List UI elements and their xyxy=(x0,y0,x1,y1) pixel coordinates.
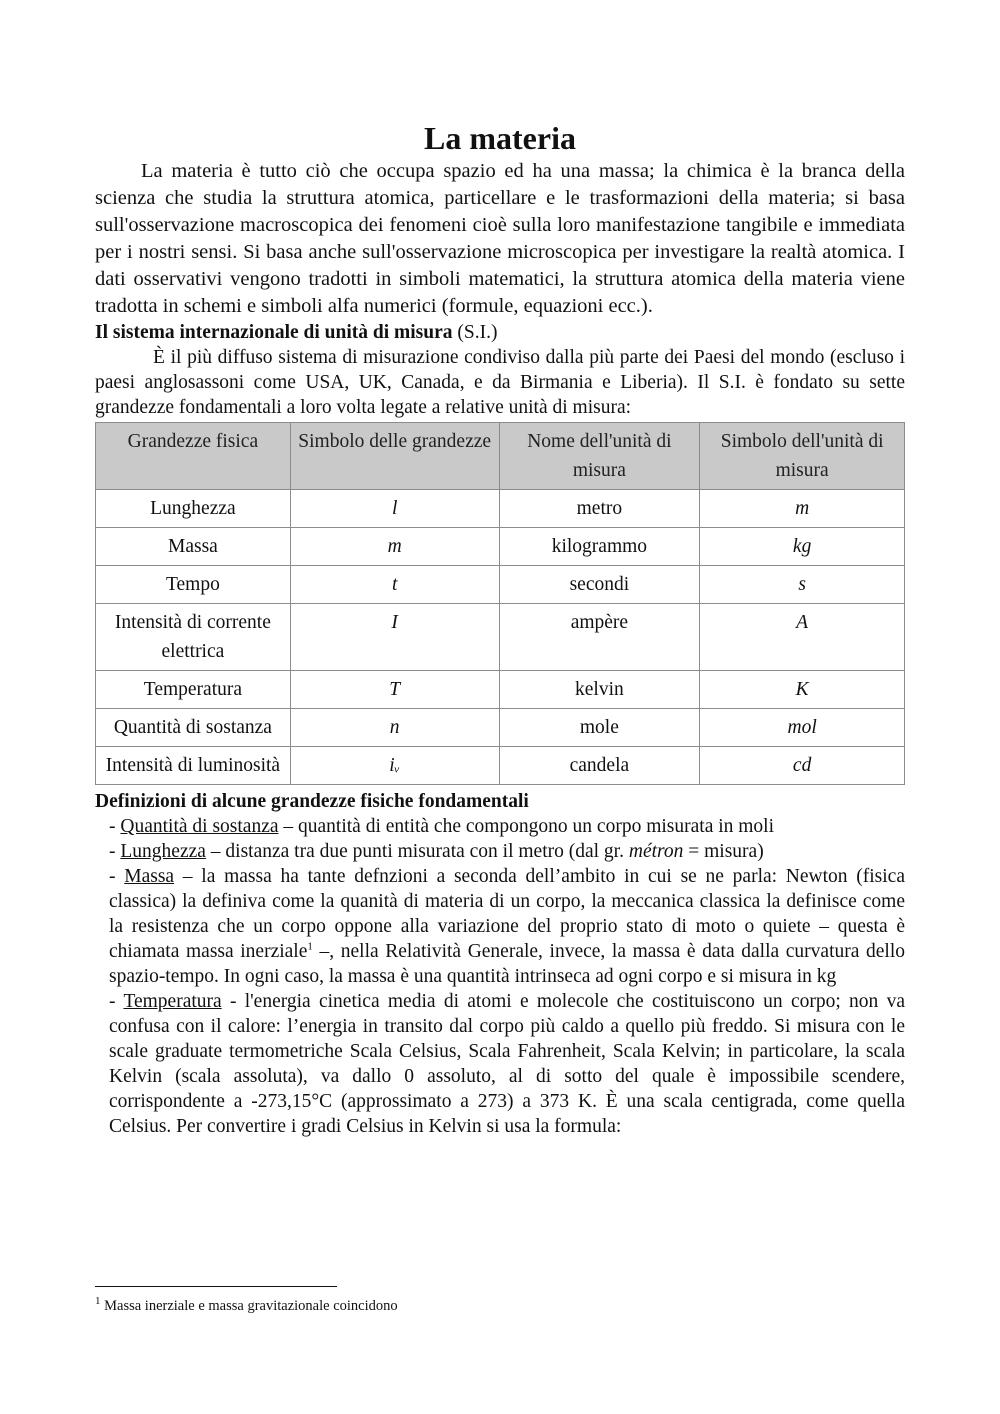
table-cell-symbol: I xyxy=(290,604,499,671)
table-cell-unit-symbol: K xyxy=(700,671,905,709)
definition-term: Lunghezza xyxy=(120,841,206,862)
page-title: La materia xyxy=(424,120,576,156)
footnote-text: Massa inerziale e massa gravitazionale coincidono xyxy=(100,1298,398,1314)
page-content xyxy=(95,118,905,1139)
table-header-cell: Simbolo dell'unità di misura xyxy=(700,423,905,490)
definition-term: Massa xyxy=(124,866,175,887)
footnote-reference: 1 xyxy=(307,940,313,953)
definition-text: – la massa ha tante defnzioni a seconda dell’ambito in cui se ne parla: Newton (fisica classica) la definiva come la quanità di materia di un corpo, la meccanica classica la definisce come la resistenza che un corpo oppone alla variazione del proprio stato di moto o quiete – questa è chiamata massa inerziale xyxy=(109,866,905,962)
table-header-cell: Simbolo delle grandezze xyxy=(290,423,499,490)
table-cell-unit-symbol: mol xyxy=(700,709,905,747)
definition-term: Quantità di sostanza xyxy=(120,816,279,837)
definition-prefix: - xyxy=(109,866,125,887)
si-paragraph: È il più diffuso sistema di misurazione condiviso dalla più parte dei Paesi del mondo (escluso i paesi anglosassoni come USA, UK, Canada, e da Birmania e Liberia). Il S.I. è fondato su sette grandezze fondamentali a loro volta legate a relative unità di misura: xyxy=(95,347,905,418)
table-row xyxy=(96,566,905,604)
table-cell-symbol: T xyxy=(290,671,499,709)
definition-text: – distanza tra due punti misurata con il metro (dal gr. xyxy=(205,841,629,862)
table-cell-symbol: l xyxy=(290,490,499,528)
table-cell-quantity: Quantità di sostanza xyxy=(96,709,291,747)
footnote-divider xyxy=(95,1286,337,1287)
table-cell-unit: mole xyxy=(499,709,700,747)
definition-item-lunghezza xyxy=(95,839,905,864)
footnote xyxy=(95,1297,398,1315)
definition-prefix: - xyxy=(109,841,121,862)
si-heading-suffix: (S.I.) xyxy=(452,322,498,343)
table-cell-unit: kelvin xyxy=(499,671,700,709)
definition-text-after: –, nella Relatività Generale, invece, la massa è data dalla curvatura dello spazio-tempo. In ogni caso, la massa è una quantità intrinseca ad ogni corpo e si misura in kg xyxy=(109,941,905,987)
definition-item-quantita xyxy=(95,814,905,839)
table-cell-quantity: Temperatura xyxy=(96,671,291,709)
definition-prefix: - xyxy=(109,991,124,1012)
table-cell-quantity: Massa xyxy=(96,528,291,566)
si-section-heading xyxy=(95,320,905,345)
table-header-row xyxy=(96,423,905,490)
intro-paragraph: La materia è tutto ciò che occupa spazio ed ha una massa; la chimica è la branca della scienza che studia la struttura atomica, particellare e le trasformazioni della materia; si basa sull'osservazione macroscopica dei fenomeni cioè sulla loro manifestazione tangibile e immediata per i nostri sensi. Si basa anche sull'osservazione microscopica per investigare la realtà atomica. I dati osservativi vengono tradotti in simboli matematici, la struttura atomica della materia viene tradotta in schemi e simboli alfa numerici (formule, equazioni ecc.). xyxy=(95,160,905,317)
table-cell-unit-symbol: cd xyxy=(700,747,905,785)
table-row xyxy=(96,671,905,709)
si-units-table xyxy=(95,422,905,785)
table-cell-unit-symbol: A xyxy=(700,604,905,671)
table-cell-quantity: Intensità di luminosità xyxy=(96,747,291,785)
table-cell-symbol: m xyxy=(290,528,499,566)
table-cell-unit: metro xyxy=(499,490,700,528)
table-cell-unit-symbol: kg xyxy=(700,528,905,566)
definition-prefix: - xyxy=(109,816,121,837)
table-cell-unit: secondi xyxy=(499,566,700,604)
table-header-cell: Nome dell'unità di misura xyxy=(499,423,700,490)
table-cell-unit: kilogrammo xyxy=(499,528,700,566)
table-cell-unit-symbol: s xyxy=(700,566,905,604)
table-cell-quantity: Tempo xyxy=(96,566,291,604)
definition-item-temperatura xyxy=(95,989,905,1139)
definition-text: - l'energia cinetica media di atomi e molecole che costituiscono un corpo; non va confusa con il calore: l’energia in transito dal corpo più caldo a quello più freddo. Si misura con le scale graduate termometriche Scala Celsius, Scala Fahrenheit, Scala Kelvin; in particolare, la scala Kelvin (scala assoluta), va dallo 0 assoluto, al di sotto del quale è impossibile scendere, corrispondente a -273,15°C (approssimato a 273) a 373 K. È una scala centigrada, come quella Celsius. Per convertire i gradi Celsius in Kelvin si usa la formula: xyxy=(109,991,905,1137)
definition-item-massa xyxy=(95,864,905,989)
footnote-marker: 1 xyxy=(95,1295,101,1308)
definitions-heading: Definizioni di alcune grandezze fisiche fondamentali xyxy=(95,791,529,812)
definition-text-after: = misura) xyxy=(683,841,764,862)
table-cell-unit: ampère xyxy=(499,604,700,671)
table-cell-quantity: Lunghezza xyxy=(96,490,291,528)
table-row xyxy=(96,747,905,785)
table-cell-unit: candela xyxy=(499,747,700,785)
table-header-cell: Grandezze fisica xyxy=(96,423,291,490)
table-cell-symbol: n xyxy=(290,709,499,747)
table-row xyxy=(96,604,905,671)
table-cell-symbol: iᵥ xyxy=(290,747,499,785)
table-cell-quantity: Intensità di corrente elettrica xyxy=(96,604,291,671)
table-cell-unit-symbol: m xyxy=(700,490,905,528)
table-cell-symbol: t xyxy=(290,566,499,604)
definition-italic-word: métron xyxy=(628,841,684,862)
definition-term: Temperatura xyxy=(123,991,222,1012)
table-row xyxy=(96,528,905,566)
table-row xyxy=(96,709,905,747)
si-heading-bold: Il sistema internazionale di unità di misura xyxy=(95,322,453,343)
definition-text: – quantità di entità che compongono un corpo misurata in moli xyxy=(278,816,775,837)
table-row xyxy=(96,490,905,528)
